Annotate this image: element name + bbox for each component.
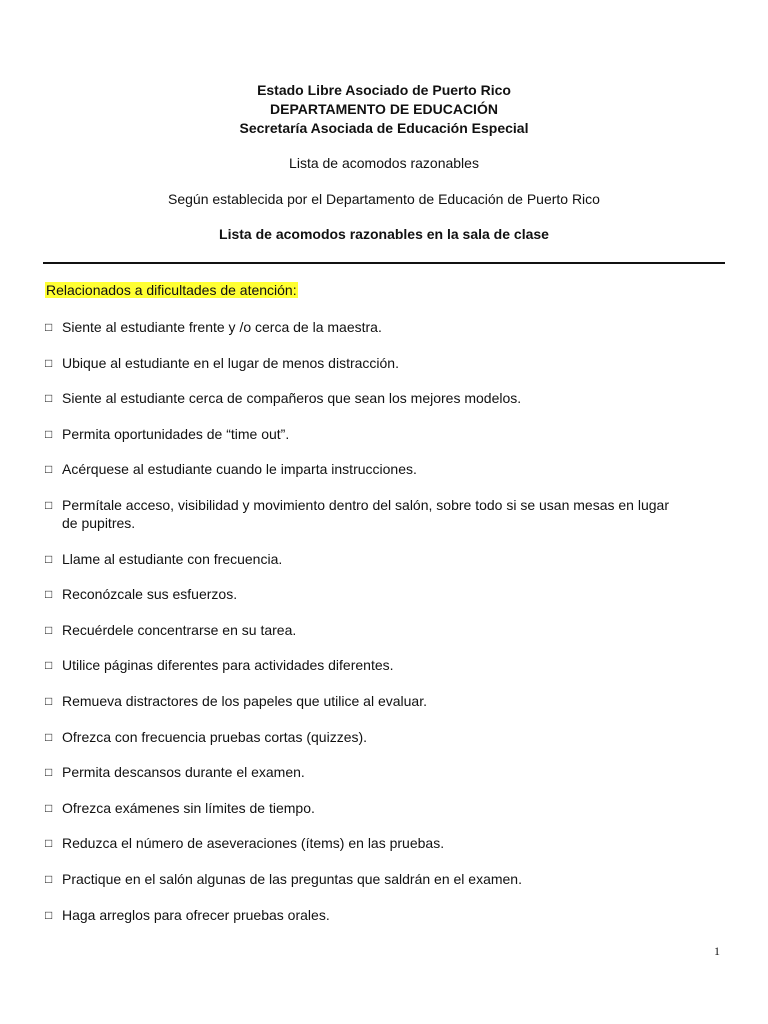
checkbox-icon: □ <box>45 658 53 673</box>
category-heading <box>45 281 298 300</box>
list-item-text: Ofrezca exámenes sin límites de tiempo. <box>62 799 315 816</box>
list-item-text: Reduzca el número de aseveraciones (ítems) en las pruebas. <box>62 835 445 852</box>
document-header <box>0 81 768 244</box>
list-item <box>45 496 685 532</box>
list-item <box>45 906 685 924</box>
list-item <box>45 460 685 478</box>
document-subtitle: Lista de acomodos razonables <box>289 155 479 171</box>
list-item-text: Permítale acceso, visibilidad y movimiento dentro del salón, sobre todo si se usan mesas en lugar de pupitres. <box>62 496 669 531</box>
list-item <box>45 621 685 639</box>
checkbox-icon: □ <box>45 836 53 851</box>
list-item <box>45 763 685 781</box>
checkbox-icon: □ <box>45 426 53 441</box>
list-item-text: Permita descansos durante el examen. <box>62 764 305 781</box>
list-item-text: Acérquese al estudiante cuando le imparta instrucciones. <box>62 461 417 478</box>
checkbox-icon: □ <box>45 587 53 602</box>
list-item-text: Siente al estudiante cerca de compañeros que sean los mejores modelos. <box>62 390 522 407</box>
page-number: 1 <box>714 944 720 958</box>
accommodations-list <box>45 318 685 941</box>
list-item-text: Ubique al estudiante en el lugar de menos distracción. <box>62 354 399 371</box>
list-item-text: Reconózcale sus esfuerzos. <box>62 586 238 603</box>
list-item <box>45 550 685 568</box>
list-item-text: Remueva distractores de los papeles que utilice al evaluar. <box>62 692 427 709</box>
header-line-3: Secretaría Asociada de Educación Especial <box>239 120 529 136</box>
list-item <box>45 692 685 710</box>
list-item <box>45 834 685 852</box>
checkbox-icon: □ <box>45 622 53 637</box>
list-item <box>45 870 685 888</box>
list-item-text: Utilice páginas diferentes para actividades diferentes. <box>62 657 394 674</box>
checkbox-icon: □ <box>45 320 53 334</box>
horizontal-divider <box>43 262 725 264</box>
checkbox-icon: □ <box>45 551 53 566</box>
checkbox-icon: □ <box>45 800 53 815</box>
list-item-text: Siente al estudiante frente y /o cerca de la maestra. <box>62 319 382 335</box>
list-item <box>45 389 685 407</box>
list-item <box>45 585 685 603</box>
list-item <box>45 656 685 674</box>
header-line-1: Estado Libre Asociado de Puerto Rico <box>257 82 511 98</box>
checkbox-icon: □ <box>45 693 53 708</box>
list-item-text: Permita oportunidades de “time out”. <box>62 425 290 442</box>
list-item-text: Practique en el salón algunas de las preguntas que saldrán en el examen. <box>62 870 522 887</box>
checkbox-icon: □ <box>45 765 53 780</box>
list-item <box>45 354 685 372</box>
list-item <box>45 728 685 746</box>
header-line-2: DEPARTAMENTO DE EDUCACIÓN <box>270 101 498 117</box>
list-item-text: Ofrezca con frecuencia pruebas cortas (quizzes). <box>62 728 368 745</box>
checkbox-icon: □ <box>45 497 53 512</box>
checkbox-icon: □ <box>45 462 53 477</box>
established-by: Según establecida por el Departamento de Educación de Puerto Rico <box>168 191 600 207</box>
section-title: Lista de acomodos razonables en la sala de clase <box>219 226 549 242</box>
checkbox-icon: □ <box>45 871 53 886</box>
checkbox-icon: □ <box>45 391 53 406</box>
list-item-text: Haga arreglos para ofrecer pruebas orales. <box>62 906 330 923</box>
category-heading-text: Relacionados a dificultades de atención: <box>46 282 297 298</box>
list-item <box>45 799 685 817</box>
checkbox-icon: □ <box>45 729 53 744</box>
list-item-text: Recuérdele concentrarse en su tarea. <box>62 621 297 638</box>
checkbox-icon: □ <box>45 355 53 370</box>
checkbox-icon: □ <box>45 907 53 922</box>
list-item <box>45 318 685 336</box>
list-item <box>45 425 685 443</box>
list-item-text: Llame al estudiante con frecuencia. <box>62 550 283 567</box>
